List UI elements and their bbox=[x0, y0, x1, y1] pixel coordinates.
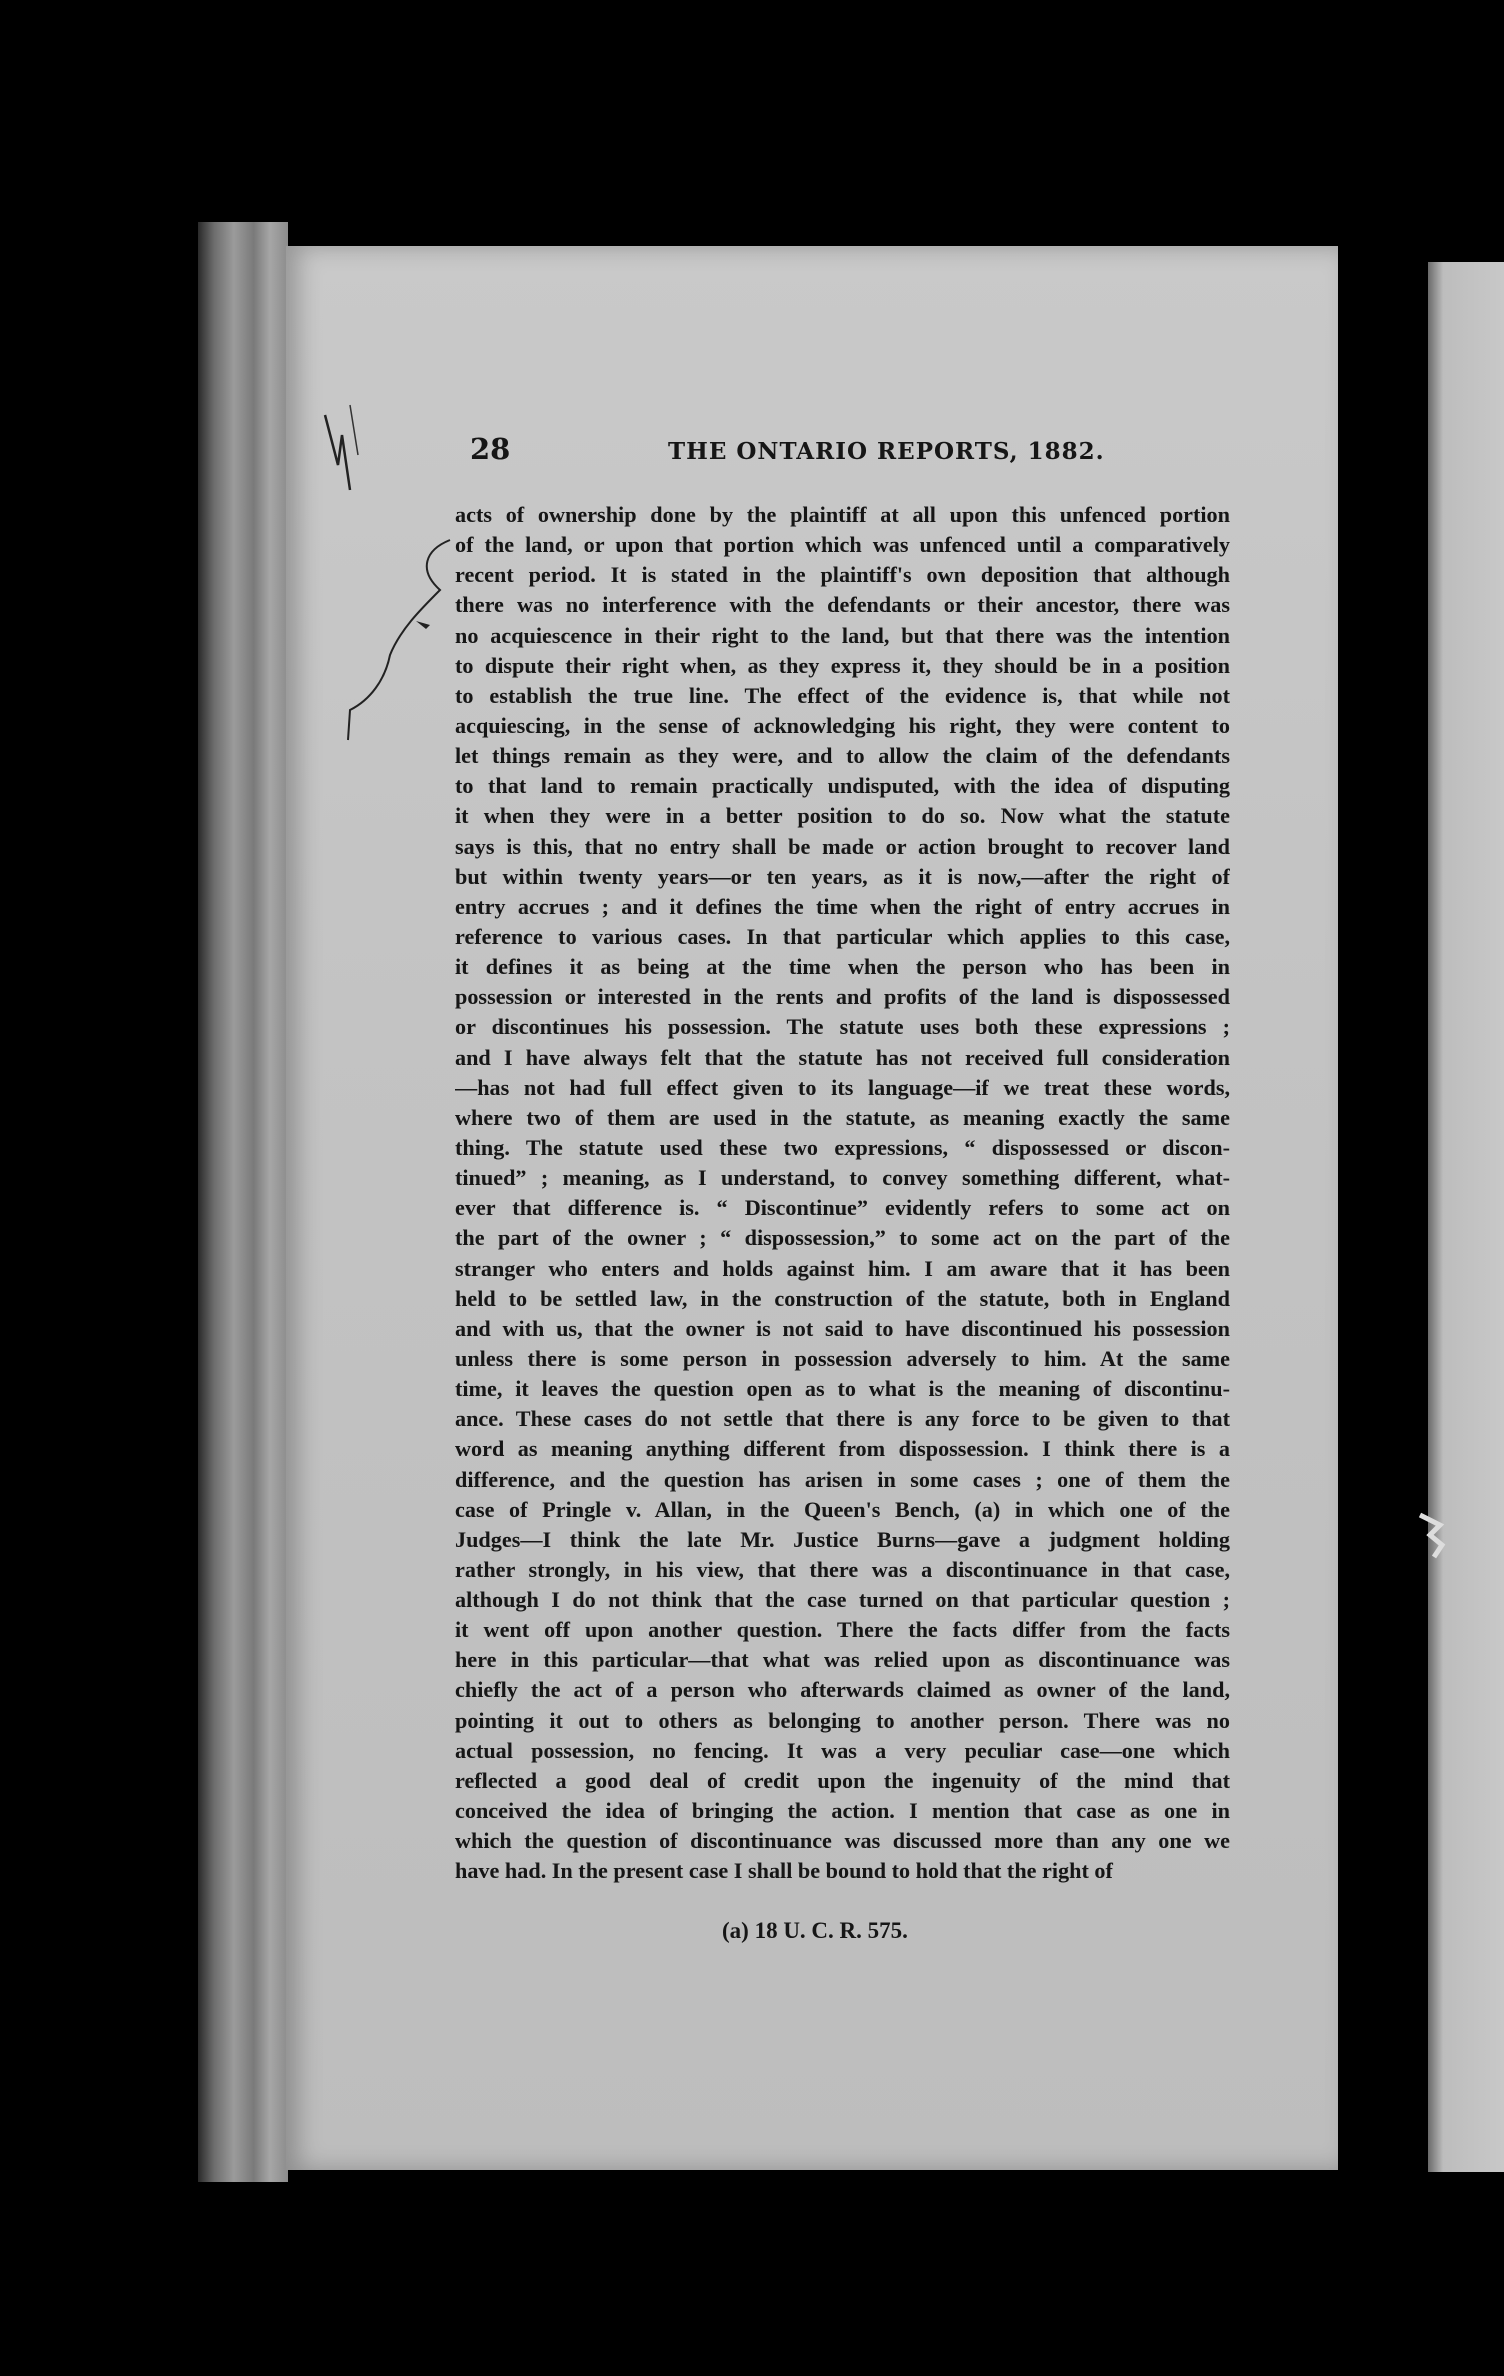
text-line: and I have always felt that the statute has not received full consideration bbox=[455, 1044, 1230, 1070]
text-line: actual possession, no fencing. It was a very peculiar case—one which bbox=[455, 1737, 1230, 1763]
page-number: 28 bbox=[470, 432, 511, 466]
text-line: it when they were in a better position to do so. Now what the statute bbox=[455, 803, 1230, 829]
text-line: word as meaning anything different from dispossession. I think there is a bbox=[455, 1436, 1230, 1462]
edge-mark bbox=[1410, 1505, 1450, 1565]
text-line: thing. The statute used these two expressions, “ dispossessed or discon- bbox=[455, 1134, 1230, 1160]
text-line: time, it leaves the question open as to what is the meaning of discontinu- bbox=[455, 1376, 1230, 1402]
text-line: stranger who enters and holds against him. I am aware that it has been bbox=[455, 1255, 1230, 1281]
text-line: to dispute their right when, as they express it, they should be in a position bbox=[455, 652, 1230, 678]
text-line: held to be settled law, in the construction of the statute, both in England bbox=[455, 1285, 1230, 1311]
text-line: let things remain as they were, and to allow the claim of the defendants bbox=[455, 743, 1230, 769]
text-line: or discontinues his possession. The statute uses both these expressions ; bbox=[455, 1014, 1230, 1040]
text-line: rather strongly, in his view, that there was a discontinuance in that case, bbox=[455, 1556, 1230, 1582]
text-line: Judges—I think the late Mr. Justice Burns—gave a judgment holding bbox=[455, 1526, 1230, 1552]
text-line: difference, and the question has arisen in some cases ; one of them the bbox=[455, 1466, 1230, 1492]
book-page-edges bbox=[198, 222, 288, 2182]
text-line: pointing it out to others as belonging to another person. There was no bbox=[455, 1707, 1230, 1733]
facing-page-edge bbox=[1428, 262, 1504, 2172]
text-line: acquiescing, in the sense of acknowledging his right, they were content to bbox=[455, 712, 1230, 738]
running-title: THE ONTARIO REPORTS, 1882. bbox=[668, 438, 1105, 465]
text-line: here in this particular—that what was relied upon as discontinuance was bbox=[455, 1647, 1230, 1673]
text-line: —has not had full effect given to its language—if we treat these words, bbox=[455, 1074, 1230, 1100]
text-line: it went off upon another question. There the facts differ from the facts bbox=[455, 1617, 1230, 1643]
running-head bbox=[470, 432, 1270, 472]
text-line: conceived the idea of bringing the action. I mention that case as one in bbox=[455, 1798, 1230, 1824]
text-line: no acquiescence in their right to the land, but that there was the intention bbox=[455, 622, 1230, 648]
text-line: ever that difference is. “ Discontinue” evidently refers to some act on bbox=[455, 1195, 1230, 1221]
text-line: where two of them are used in the statute, as meaning exactly the same bbox=[455, 1104, 1230, 1130]
text-line: although I do not think that the case turned on that particular question ; bbox=[455, 1587, 1230, 1613]
text-line: reference to various cases. In that particular which applies to this case, bbox=[455, 923, 1230, 949]
text-line: acts of ownership done by the plaintiff at all upon this unfenced portion bbox=[455, 502, 1230, 527]
margin-scribble bbox=[310, 395, 370, 515]
text-line: and with us, that the owner is not said to have discontinued his possession bbox=[455, 1315, 1230, 1341]
text-line: there was no interference with the defendants or their ancestor, there was bbox=[455, 592, 1230, 618]
text-line: possession or interested in the rents and profits of the land is dispossessed bbox=[455, 984, 1230, 1010]
text-line: to that land to remain practically undisputed, with the idea of disputing bbox=[455, 773, 1230, 799]
text-line: but within twenty years—or ten years, as it is now,—after the right of bbox=[455, 863, 1230, 889]
text-line: tinued” ; meaning, as I understand, to convey something different, what- bbox=[455, 1165, 1230, 1191]
text-line: to establish the true line. The effect of the evidence is, that while not bbox=[455, 682, 1230, 708]
body-text bbox=[455, 500, 1230, 1886]
text-line: chiefly the act of a person who afterwards claimed as owner of the land, bbox=[455, 1677, 1230, 1703]
text-line: reflected a good deal of credit upon the ingenuity of the mind that bbox=[455, 1767, 1230, 1793]
footnote: (a) 18 U. C. R. 575. bbox=[722, 1918, 908, 1943]
text-line: unless there is some person in possession adversely to him. At the same bbox=[455, 1345, 1230, 1371]
text-line: have had. In the present case I shall be bound to hold that the right of bbox=[455, 1858, 1113, 1884]
text-line: entry accrues ; and it defines the time when the right of entry accrues in bbox=[455, 893, 1230, 919]
text-line: it defines it as being at the time when the person who has been in bbox=[455, 954, 1230, 980]
text-line: ance. These cases do not settle that there is any force to be given to that bbox=[455, 1406, 1230, 1432]
text-line: the part of the owner ; “ dispossession,” to some act on the part of the bbox=[455, 1225, 1230, 1251]
text-line: which the question of discontinuance was discussed more than any one we bbox=[455, 1828, 1230, 1854]
text-line: of the land, or upon that portion which was unfenced until a comparatively bbox=[455, 532, 1230, 558]
text-line: case of Pringle v. Allan, in the Queen's Bench, (a) in which one of the bbox=[455, 1496, 1230, 1522]
text-line: recent period. It is stated in the plaintiff's own deposition that although bbox=[455, 562, 1230, 588]
text-line: says is this, that no entry shall be made or action brought to recover land bbox=[455, 833, 1230, 859]
